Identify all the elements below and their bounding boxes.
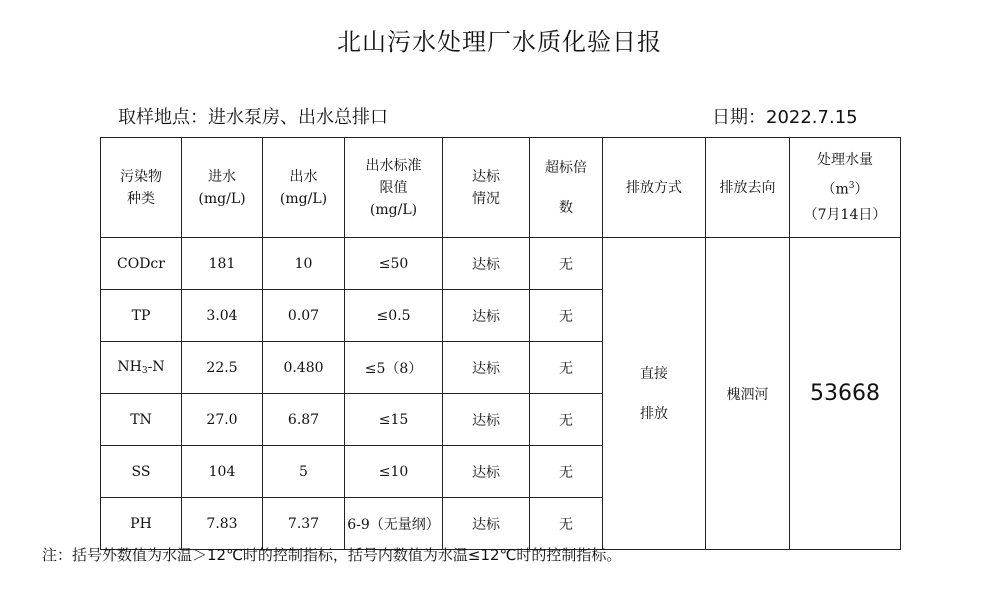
cell-status: 达标 (443, 498, 530, 550)
cell-exceed: 无 (530, 290, 603, 342)
cell-pollutant: PH (101, 498, 182, 550)
report-date (712, 103, 858, 129)
cell-exceed: 无 (530, 498, 603, 550)
header-outflow-line1: 出水 (289, 168, 318, 185)
header-inflow-line1: 进水 (208, 168, 236, 185)
cell-outflow: 0.480 (263, 342, 345, 394)
header-pollutant (101, 138, 182, 238)
header-exceed-line2: 数 (559, 199, 573, 216)
cell-status: 达标 (443, 342, 530, 394)
cell-exceed: 无 (530, 446, 603, 498)
cell-inflow: 7.83 (182, 498, 263, 550)
header-status-line1: 达标 (472, 168, 500, 185)
cell-limit: ≤15 (345, 394, 443, 446)
header-inflow-line2: (mg/L) (198, 190, 246, 207)
cell-inflow: 104 (182, 446, 263, 498)
header-discharge-to: 排放去向 (706, 138, 790, 238)
header-volume-line1: 处理水量 (817, 151, 873, 168)
cell-outflow: 7.37 (263, 498, 345, 550)
discharge-mode-line1: 直接 (640, 365, 668, 382)
water-quality-table (100, 137, 901, 550)
header-exceed (530, 138, 603, 238)
cell-inflow: 181 (182, 238, 263, 290)
header-volume-date: （7月14日） (803, 207, 887, 224)
header-discharge-mode: 排放方式 (603, 138, 706, 238)
cell-discharge-mode (603, 238, 706, 550)
header-row (101, 138, 901, 238)
header-volume (790, 138, 901, 238)
nh3-subscript: 3 (141, 366, 148, 376)
table-row (101, 238, 901, 290)
cell-pollutant: CODcr (101, 238, 182, 290)
cell-outflow: 5 (263, 446, 345, 498)
header-volume-unit-sup: 3 (848, 180, 855, 191)
header-inflow (182, 138, 263, 238)
cell-pollutant: TN (101, 394, 182, 446)
cell-exceed: 无 (530, 394, 603, 446)
cell-inflow: 27.0 (182, 394, 263, 446)
discharge-mode-line2: 排放 (640, 405, 668, 422)
cell-exceed: 无 (530, 342, 603, 394)
footnote: 注：括号外数值为水温＞12℃时的控制指标，括号内数值为水温≤12℃时的控制指标。 (42, 546, 622, 564)
date-label: 日期： (712, 107, 766, 128)
cell-pollutant: SS (101, 446, 182, 498)
header-exceed-line1: 超标倍 (545, 159, 587, 176)
cell-limit: ≤50 (345, 238, 443, 290)
cell-status: 达标 (443, 394, 530, 446)
cell-discharge-to: 槐泗河 (706, 238, 790, 550)
cell-pollutant (101, 342, 182, 394)
cell-status: 达标 (443, 238, 530, 290)
cell-status: 达标 (443, 446, 530, 498)
header-pollutant-line1: 污染物 (120, 168, 162, 185)
header-status-line2: 情况 (472, 190, 500, 207)
header-volume-unit-open: （m (821, 181, 849, 198)
header-outflow (263, 138, 345, 238)
cell-volume: 53668 (790, 238, 901, 550)
cell-inflow: 22.5 (182, 342, 263, 394)
cell-limit: 6-9（无量纲） (345, 498, 443, 550)
report-title: 北山污水处理厂水质化验日报 (337, 28, 662, 56)
sampling-location: 取样地点：进水泵房、出水总排口 (118, 107, 388, 128)
cell-limit: ≤10 (345, 446, 443, 498)
nh3-prefix: NH (117, 359, 142, 375)
cell-outflow: 6.87 (263, 394, 345, 446)
nh3-suffix: -N (147, 359, 165, 375)
cell-outflow: 0.07 (263, 290, 345, 342)
cell-exceed: 无 (530, 238, 603, 290)
date-value: 2022.7.15 (766, 107, 858, 128)
header-limit-line2: 限值 (379, 179, 408, 196)
cell-status: 达标 (443, 290, 530, 342)
header-status (443, 138, 530, 238)
cell-inflow: 3.04 (182, 290, 263, 342)
header-limit (345, 138, 443, 238)
cell-limit: ≤0.5 (345, 290, 443, 342)
header-outflow-line2: (mg/L) (279, 190, 328, 207)
header-pollutant-line2: 种类 (127, 190, 155, 207)
header-limit-line1: 出水标准 (365, 157, 422, 174)
cell-limit: ≤5（8） (345, 342, 443, 394)
cell-outflow: 10 (263, 238, 345, 290)
header-volume-unit-close: ） (854, 181, 869, 198)
cell-pollutant: TP (101, 290, 182, 342)
header-limit-line3: (mg/L) (369, 201, 418, 218)
